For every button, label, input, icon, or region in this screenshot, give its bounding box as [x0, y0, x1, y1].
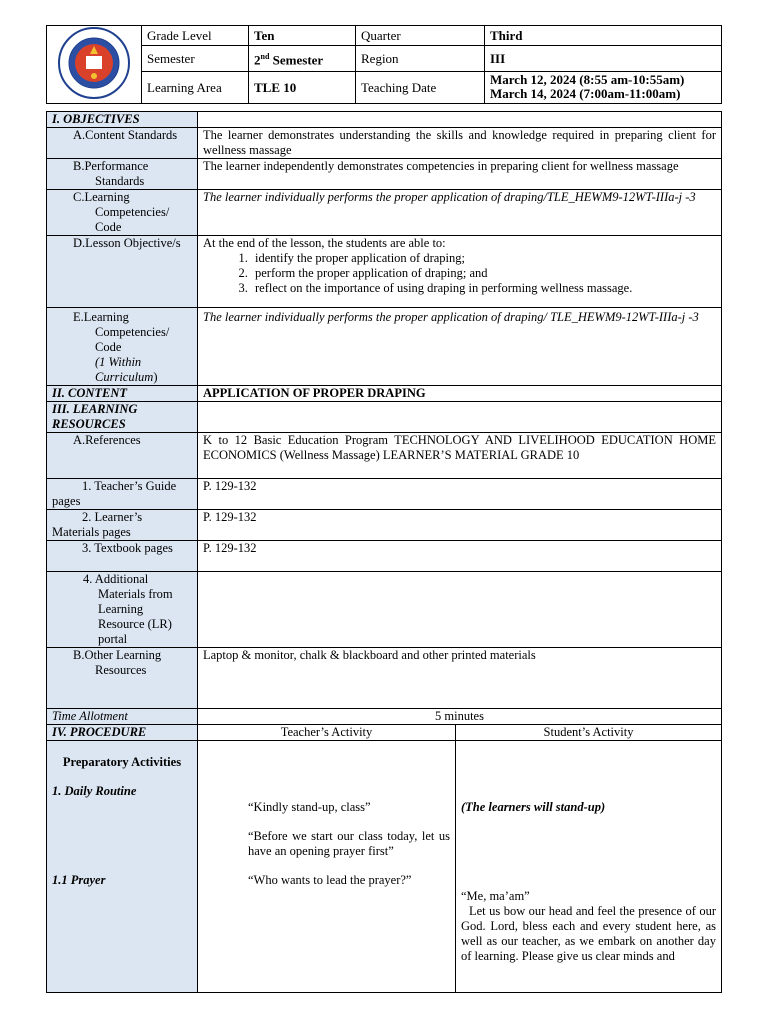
semester-label: Semester [142, 45, 249, 71]
performance-standards-label: B.Performance Standards [47, 159, 198, 190]
textbook-label: 3. Textbook pages [47, 541, 198, 572]
student-line: (The learners will stand-up) [461, 800, 606, 814]
region-value: III [485, 45, 722, 71]
lesson-plan-table [46, 111, 722, 993]
student-activity-cell [456, 741, 722, 993]
objective-list [203, 251, 716, 296]
learners-materials-label: 2. Learner’s Materials pages [47, 510, 198, 541]
lesson-objectives-label: D.Lesson Objective/s [47, 236, 198, 308]
student-activity-header: Student’s Activity [456, 725, 722, 741]
content-title: II. CONTENT [47, 386, 198, 402]
objectives-title: I. OBJECTIVES [47, 112, 198, 128]
performance-standards-value: The learner independently demonstrates competencies in preparing client for wellness massage [198, 159, 722, 190]
other-resources-label: B.Other Learning Resources [47, 648, 198, 709]
additional-materials-label: 4. Additional Materials from Learning Resource (LR) portal [47, 572, 198, 648]
teacher-line: “Before we start our class today, let us have an opening prayer first” [248, 829, 450, 858]
student-line: “Me, ma’am” [461, 889, 530, 903]
teacher-activity-header: Teacher’s Activity [198, 725, 456, 741]
content-standards-label: A.Content Standards [47, 128, 198, 159]
additional-materials-value [198, 572, 722, 648]
quarter-value: Third [485, 26, 722, 46]
time-allotment-label: Time Allotment [47, 709, 198, 725]
deped-logo [47, 26, 142, 104]
teaching-date-value: March 12, 2024 (8:55 am-10:55am) March 14, 2024 (7:00am-11:00am) [485, 71, 722, 104]
procedure-labels [47, 741, 198, 993]
other-resources-value: Laptop & monitor, chalk & blackboard and other printed materials [198, 648, 722, 709]
learning-area-value: TLE 10 [249, 71, 356, 104]
objective-item: 3. reflect on the importance of using draping in performing wellness massage. [251, 281, 716, 296]
learning-competencies-within-value: The learner individually performs the proper application of draping/ TLE_HEWM9-12WT-IIIa-j -3 [198, 308, 722, 386]
textbook-value: P. 129-132 [198, 541, 722, 572]
references-value: K to 12 Basic Education Program TECHNOLOGY AND LIVELIHOOD EDUCATION HOME ECONOMICS (Wellness Massage) LEARNER’S MATERIAL GRADE 10 [198, 433, 722, 479]
teacher-line: “Kindly stand-up, class” [248, 800, 371, 814]
teacher-activity-cell [198, 741, 456, 993]
learning-resources-title: III. LEARNING RESOURCES [47, 402, 198, 433]
student-line: Let us bow our head and feel the presence of our God. Lord, bless each and every student here, as well as our teacher, as we embark on another day of learning. Please give us clear minds and [461, 904, 716, 963]
references-label: A.References [47, 433, 198, 479]
learners-materials-value: P. 129-132 [198, 510, 722, 541]
learning-competencies-label: C.Learning Competencies/ Code [47, 190, 198, 236]
teaching-date-label: Teaching Date [356, 71, 485, 104]
prayer-label: 1.1 Prayer [52, 873, 106, 887]
learning-competencies-value: The learner individually performs the proper application of draping/TLE_HEWM9-12WT-IIIa-j -3 [198, 190, 722, 236]
grade-level-label: Grade Level [142, 26, 249, 46]
grade-level-value: Ten [249, 26, 356, 46]
semester-value: 2nd Semester [249, 45, 356, 71]
learning-competencies-within-label: E.Learning Competencies/ Code (1 Within Curriculum) [47, 308, 198, 386]
preparatory-activities-label: Preparatory Activities [62, 755, 182, 769]
time-allotment-value: 5 minutes [198, 709, 722, 725]
lesson-objectives-value: At the end of the lesson, the students are able to: 1. identify the proper application of draping; 2. perform the proper application of draping; and 3. reflect on the importance of using draping in performing wellness massage. [198, 236, 722, 308]
teachers-guide-value: P. 129-132 [198, 479, 722, 510]
learning-area-label: Learning Area [142, 71, 249, 104]
header-table [46, 25, 722, 104]
objective-item: 2. perform the proper application of draping; and [251, 266, 716, 281]
daily-routine-label: 1. Daily Routine [52, 784, 137, 798]
deped-seal-icon [54, 26, 134, 100]
teacher-line: “Who wants to lead the prayer?” [248, 873, 412, 887]
quarter-label: Quarter [356, 26, 485, 46]
objective-item: 1. identify the proper application of draping; [251, 251, 716, 266]
region-label: Region [356, 45, 485, 71]
teachers-guide-label: 1. Teacher’s Guide pages [47, 479, 198, 510]
content-standards-value: The learner demonstrates understanding the skills and knowledge required in preparing client for wellness massage [198, 128, 722, 159]
content-value: APPLICATION OF PROPER DRAPING [198, 386, 722, 402]
procedure-title: IV. PROCEDURE [47, 725, 198, 741]
